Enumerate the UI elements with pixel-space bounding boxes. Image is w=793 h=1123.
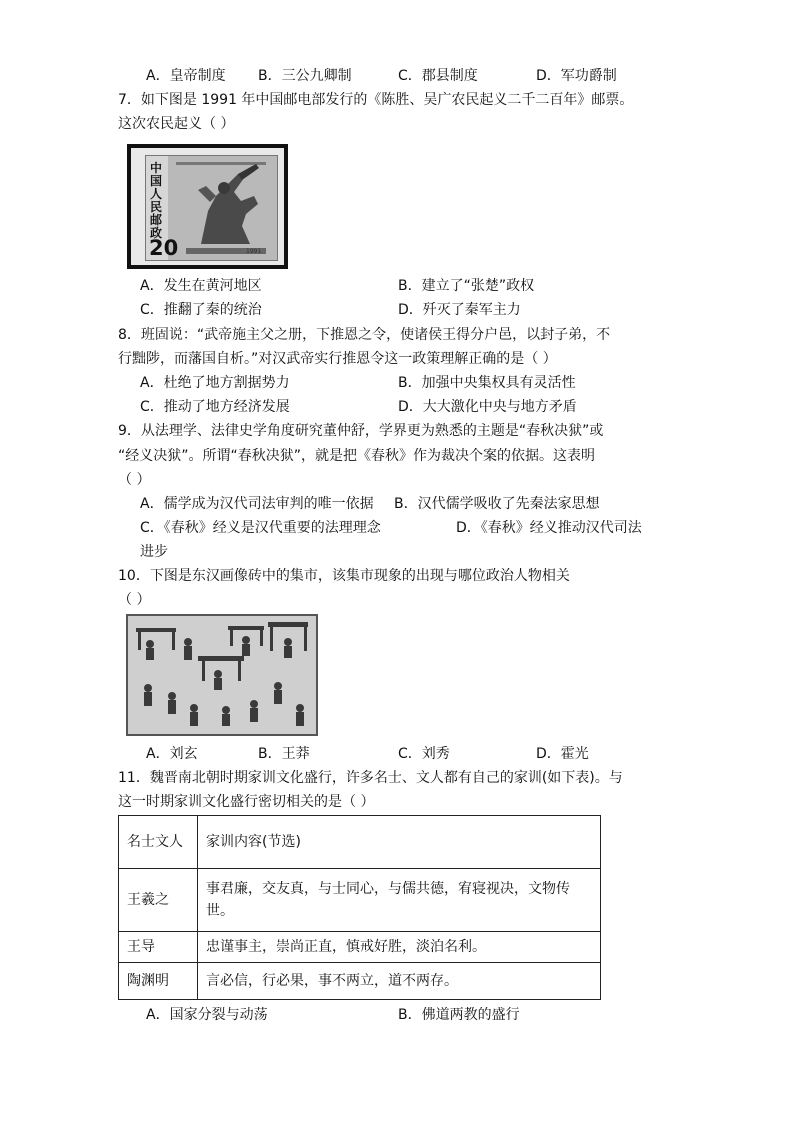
q6-option-b: B．三公九卿制 <box>258 68 352 84</box>
market-scene <box>128 616 316 734</box>
table-cell-content: 事君廉，交友真，与士同心，与儒共德，宥寝视决，文物传世。 <box>198 869 601 932</box>
q9-stem-line3: （ ） <box>118 472 151 488</box>
table-row <box>119 869 601 932</box>
table-cell-content: 言必信，行必果，事不两立，道不两存。 <box>198 963 601 1000</box>
q9-option-a: A．儒学成为汉代司法审判的唯一依据 <box>140 496 374 512</box>
q9-option-d-cont: 进步 <box>140 544 168 560</box>
table-cell-name: 王导 <box>119 932 198 963</box>
q11-stem-line1: 11．魏晋南北朝时期家训文化盛行，许多名士、文人都有自己的家训(如下表)。与 <box>118 770 623 786</box>
q10-stem-line2: （ ） <box>118 592 151 608</box>
q6-option-a: A．皇帝制度 <box>146 68 226 84</box>
q7-option-b: B．建立了“张楚”政权 <box>398 278 535 294</box>
stamp-year: 1991 <box>246 248 262 255</box>
q7-option-c: C．推翻了秦的统治 <box>140 302 262 318</box>
q6-option-c: C．郡县制度 <box>398 68 478 84</box>
q8-option-a: A．杜绝了地方割据势力 <box>140 375 290 391</box>
table-cell-content: 忠谨事主，崇尚正直，慎戒好胜，淡泊名利。 <box>198 932 601 963</box>
q7-option-a: A．发生在黄河地区 <box>140 278 262 294</box>
stamp-denomination: 20 <box>149 236 179 260</box>
q7-stem-line2: 这次农民起义（ ） <box>118 116 235 132</box>
q8-stem-line2: 行黜陟，而藩国自析。”对汉武帝实行推恩令这一政策理解正确的是（ ） <box>118 351 557 367</box>
q8-stem-line1: 8．班固说：“武帝施主父之册，下推恩之令，使诸侯王得分户邑，以封子弟，不 <box>118 327 611 343</box>
q11-option-b: B．佛道两教的盛行 <box>398 1007 520 1023</box>
q9-option-c: C．《春秋》经义是汉代重要的法理理念 <box>140 520 381 536</box>
q9-stem-line2: “经义决狱”。所谓“春秋决狱”，就是把《春秋》作为裁决个案的依据。这表明 <box>118 448 596 464</box>
q10-option-d: D．霍光 <box>536 746 589 762</box>
q11-stem-line2: 这一时期家训文化盛行密切相关的是（ ） <box>118 794 375 810</box>
stamp-country-text: 中国人民邮政 <box>150 161 163 240</box>
q8-option-b: B．加强中央集权具有灵活性 <box>398 375 576 391</box>
table-cell-name: 陶渊明 <box>119 963 198 1000</box>
table-row <box>119 932 601 963</box>
q9-stem-line1: 9．从法理学、法律史学角度研究董仲舒，学界更为熟悉的主题是“春秋决狱”或 <box>118 423 604 439</box>
table-row <box>119 963 601 1000</box>
table-cell-name: 王羲之 <box>119 869 198 932</box>
q10-stem-line1: 10．下图是东汉画像砖中的集市，该集市现象的出现与哪位政治人物相关 <box>118 568 570 584</box>
q8-option-c: C．推动了地方经济发展 <box>140 399 290 415</box>
q10-option-a: A．刘玄 <box>146 746 198 762</box>
q7-stem-line1: 7．如下图是 1991 年中国邮电部发行的《陈胜、吴广农民起义二千二百年》邮票。 <box>118 92 634 108</box>
table-header-content: 家训内容(节选) <box>198 816 601 869</box>
family-instruction-table <box>118 815 601 1000</box>
market-relief-image <box>126 614 318 736</box>
q10-option-b: B．王莽 <box>258 746 310 762</box>
q6-option-d: D．军功爵制 <box>536 68 617 84</box>
q9-option-d: D．《春秋》经义推动汉代司法 <box>456 520 642 536</box>
q11-option-a: A．国家分裂与动荡 <box>146 1007 268 1023</box>
q8-option-d: D．大大激化中央与地方矛盾 <box>398 399 577 415</box>
q7-option-d: D．歼灭了秦军主力 <box>398 302 521 318</box>
q10-option-c: C．刘秀 <box>398 746 450 762</box>
stamp-image <box>127 144 288 269</box>
q9-option-b: B．汉代儒学吸收了先秦法家思想 <box>394 496 600 512</box>
table-header-row <box>119 816 601 869</box>
table-header-name: 名士文人 <box>119 816 198 869</box>
